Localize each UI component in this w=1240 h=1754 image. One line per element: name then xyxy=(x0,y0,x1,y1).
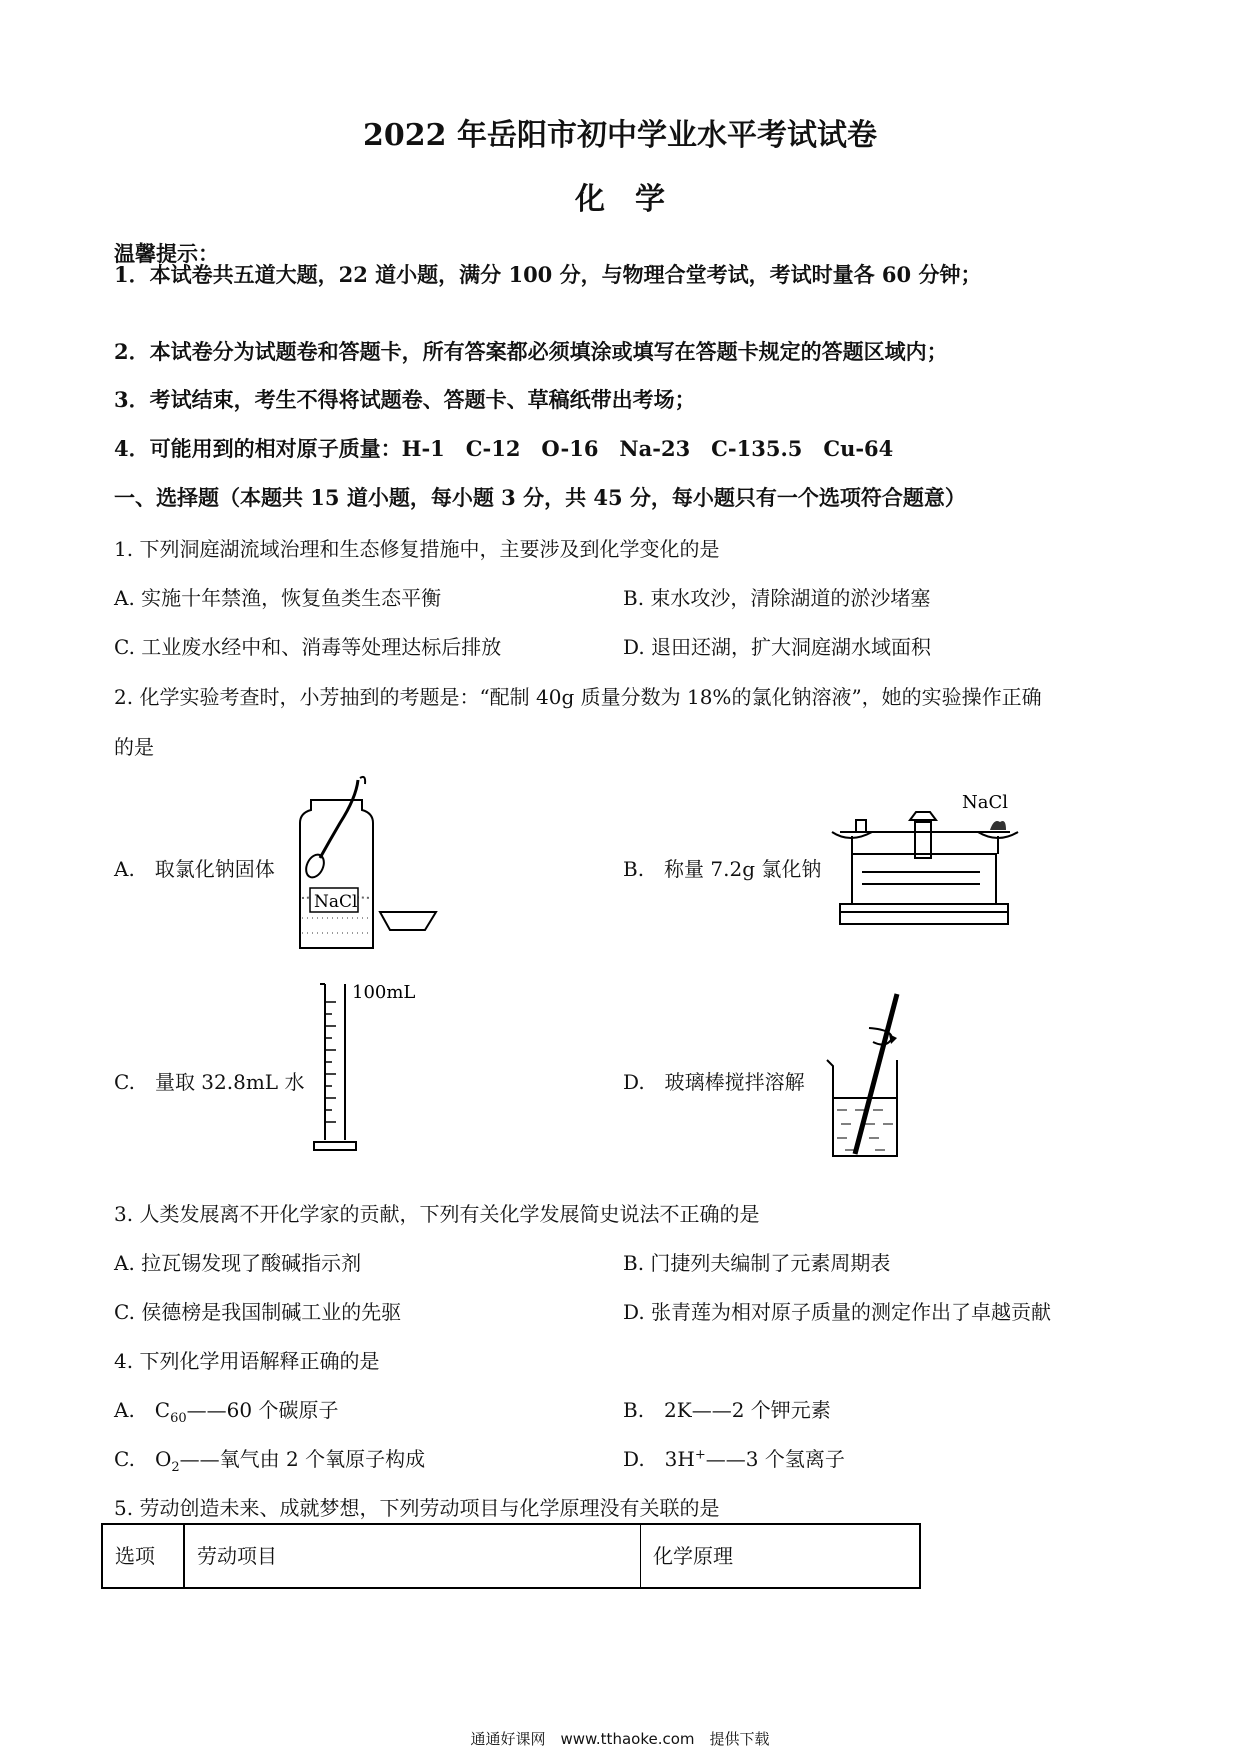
q3-option-a: A. 拉瓦锡发现了酸碱指示剂 xyxy=(114,1251,362,1275)
tip-2: 2．本试卷分为试题卷和答题卡，所有答案都必须填涂或填写在答题卡规定的答题区域内； xyxy=(114,339,948,364)
table-header-labor: 劳动项目 xyxy=(185,1525,641,1587)
q4-option-a xyxy=(114,1394,338,1426)
q2-option-b: B. 称量 7.2g 氯化钠 xyxy=(623,857,822,881)
tips-heading: 温馨提示： xyxy=(114,241,219,266)
q4-c-subscript: 2 xyxy=(171,1460,180,1475)
q3-stem: 3. 人类发展离不开化学家的贡献，下列有关化学发展简史说法不正确的是 xyxy=(114,1202,760,1226)
q4-option-b: B. 2K——2 个钾元素 xyxy=(623,1398,831,1422)
q1-option-c: C. 工业废水经中和、消毒等处理达标后排放 xyxy=(114,635,502,659)
beaker-figure xyxy=(825,990,935,1160)
section-heading: 一、选择题（本题共 15 道小题，每小题 3 分，共 45 分，每小题只有一个选项符合题意） xyxy=(114,485,966,510)
q4-a-subscript: 60 xyxy=(170,1411,187,1426)
q4-c-text: ——氧气由 2 个氧原子构成 xyxy=(179,1447,426,1471)
q4-d-superscript: + xyxy=(694,1447,706,1463)
q2-option-a: A. 取氯化钠固体 xyxy=(114,857,275,881)
table-header-principle: 化学原理 xyxy=(653,1544,733,1568)
q2-stem-line2: 的是 xyxy=(114,735,154,759)
tip-1: 1．本试卷共五道大题，22 道小题，满分 100 分，与物理合堂考试，考试时量各 60 分钟； xyxy=(114,262,982,287)
subject-title: 化 学 xyxy=(575,182,665,217)
q1-option-b: B. 束水攻沙，清除湖道的淤沙堵塞 xyxy=(623,586,931,610)
jar-label: NaCl xyxy=(314,892,358,912)
q4-c-prefix: C. O xyxy=(114,1447,172,1471)
q2-option-d: D. 玻璃棒搅拌溶解 xyxy=(623,1070,805,1094)
q4-d-prefix: D. 3H xyxy=(623,1447,695,1471)
tip-4: 4．可能用到的相对原子质量：H-1 C-12 O-16 Na-23 C-135.5 Cu-64 xyxy=(114,436,894,461)
q4-stem: 4. 下列化学用语解释正确的是 xyxy=(114,1349,380,1373)
q4-a-text: ——60 个碳原子 xyxy=(186,1398,339,1422)
cylinder-figure xyxy=(310,980,420,1155)
q4-option-c xyxy=(114,1443,425,1475)
footer-text: 通通好课网 www.tthaoke.com 提供下载 xyxy=(470,1730,770,1748)
q3-option-c: C. 侯德榜是我国制碱工业的先驱 xyxy=(114,1300,402,1324)
q1-option-a: A. 实施十年禁渔，恢复鱼类生态平衡 xyxy=(114,586,442,610)
q3-option-d: D. 张青莲为相对原子质量的测定作出了卓越贡献 xyxy=(623,1300,1052,1324)
balance-figure xyxy=(830,792,1020,932)
q3-option-b: B. 门捷列夫编制了元素周期表 xyxy=(623,1251,891,1275)
q2-stem-line1: 2. 化学实验考查时，小芳抽到的考题是：“配制 40g 质量分数为 18%的氯化钠溶液”，她的实验操作正确 xyxy=(114,685,1042,709)
q1-option-d: D. 退田还湖，扩大洞庭湖水域面积 xyxy=(623,635,932,659)
q1-stem: 1. 下列洞庭湖流域治理和生态修复措施中，主要涉及到化学变化的是 xyxy=(114,537,720,561)
q2-option-c: C. 量取 32.8mL 水 xyxy=(114,1070,305,1094)
reagent-jar-figure xyxy=(290,778,450,953)
balance-label: NaCl xyxy=(962,792,1009,813)
q5-table xyxy=(101,1523,921,1589)
cylinder-label: 100mL xyxy=(352,982,416,1003)
q5-stem: 5. 劳动创造未来、成就梦想，下列劳动项目与化学原理没有关联的是 xyxy=(114,1496,720,1520)
page-title: 2022 年岳阳市初中学业水平考试试卷 xyxy=(363,118,877,153)
q4-option-d xyxy=(623,1443,845,1472)
table-header-option: 选项 xyxy=(103,1525,185,1587)
tip-3: 3．考试结束，考生不得将试题卷、答题卡、草稿纸带出考场； xyxy=(114,387,696,412)
q4-d-text: ——3 个氢离子 xyxy=(705,1447,845,1471)
q4-a-prefix: A. C xyxy=(114,1398,171,1422)
